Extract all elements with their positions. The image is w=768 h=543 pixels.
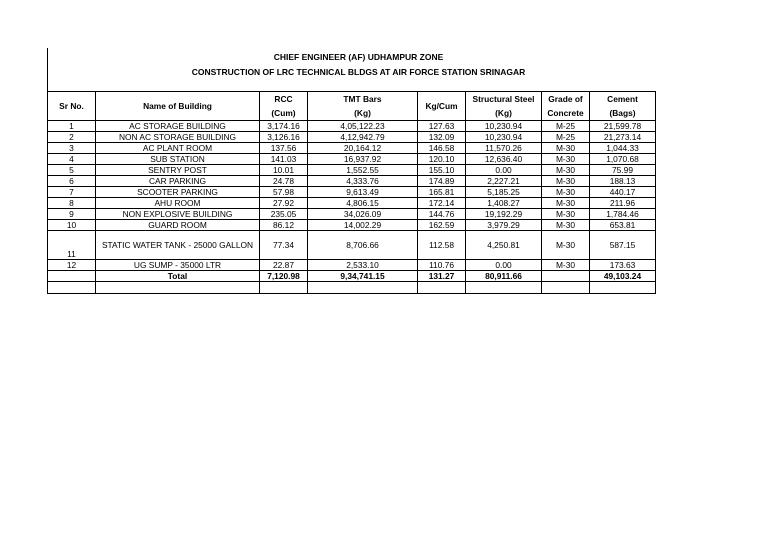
table-row xyxy=(48,132,656,143)
cell-rcc: 24.78 xyxy=(260,176,308,187)
header-structural-steel: Structural Steel (Kg) xyxy=(466,92,542,121)
cell-grade: M-25 xyxy=(542,121,590,132)
header-name-of-building: Name of Building xyxy=(96,92,260,121)
title-line-2: CONSTRUCTION OF LRC TECHNICAL BLDGS AT AIR FORCE STATION SRINAGAR xyxy=(191,67,526,77)
cell-rcc: 235.05 xyxy=(260,209,308,220)
cell-cement: 21,599.78 xyxy=(590,121,656,132)
cell-grade: M-30 xyxy=(542,220,590,231)
cell-structural-steel: 12,636.40 xyxy=(466,154,542,165)
table-row xyxy=(48,121,656,132)
cell-sr-no: 7 xyxy=(48,187,96,198)
table-row xyxy=(48,260,656,271)
cell-tmt-bars: 2,533.10 xyxy=(308,260,418,271)
cell-grade: M-30 xyxy=(542,143,590,154)
cell-tmt-bars: 20,164.12 xyxy=(308,143,418,154)
cell-grade: M-30 xyxy=(542,154,590,165)
cell-grade: M-30 xyxy=(542,198,590,209)
cell-cement: 75.99 xyxy=(590,165,656,176)
cell-structural-steel: 19,192.29 xyxy=(466,209,542,220)
header-kg-cum: Kg/Cum xyxy=(418,92,466,121)
cell-tmt-bars: 4,05,122.23 xyxy=(308,121,418,132)
total-grade xyxy=(542,271,590,282)
cell-building-name: AHU ROOM xyxy=(96,198,260,209)
cell-building-name: AC PLANT ROOM xyxy=(96,143,260,154)
cell-building-name: SUB STATION xyxy=(96,154,260,165)
total-sr-blank xyxy=(48,271,96,282)
cell-kg-cum: 162.59 xyxy=(418,220,466,231)
cell-building-name: UG SUMP - 35000 LTR xyxy=(96,260,260,271)
cell-rcc: 137.56 xyxy=(260,143,308,154)
cell-cement: 653.81 xyxy=(590,220,656,231)
header-sr-no: Sr No. xyxy=(48,92,96,121)
cell-sr-no: 6 xyxy=(48,176,96,187)
cell-cement: 188.13 xyxy=(590,176,656,187)
cell-grade: M-30 xyxy=(542,165,590,176)
blank-cell xyxy=(418,282,466,294)
cell-tmt-bars: 34,026.09 xyxy=(308,209,418,220)
cell-sr-no: 12 xyxy=(48,260,96,271)
table-row xyxy=(48,176,656,187)
total-row xyxy=(48,271,656,282)
cell-rcc: 27.92 xyxy=(260,198,308,209)
cell-kg-cum: 110.76 xyxy=(418,260,466,271)
cell-rcc: 77.34 xyxy=(260,231,308,260)
cell-building-name: SCOOTER PARKING xyxy=(96,187,260,198)
blank-cell xyxy=(260,282,308,294)
cell-sr-no: 4 xyxy=(48,154,96,165)
cell-cement: 587.15 xyxy=(590,231,656,260)
cell-cement: 1,784.46 xyxy=(590,209,656,220)
cell-cement: 173.63 xyxy=(590,260,656,271)
table-row xyxy=(48,154,656,165)
cell-tmt-bars: 16,937.92 xyxy=(308,154,418,165)
table-row xyxy=(48,198,656,209)
cell-sr-no: 11 xyxy=(48,231,96,260)
cell-kg-cum: 172.14 xyxy=(418,198,466,209)
cell-rcc: 3,126.16 xyxy=(260,132,308,143)
cell-structural-steel: 3,979.29 xyxy=(466,220,542,231)
cell-cement: 21,273.14 xyxy=(590,132,656,143)
cell-grade: M-30 xyxy=(542,260,590,271)
title-block xyxy=(47,50,670,80)
cell-cement: 211.96 xyxy=(590,198,656,209)
cell-structural-steel: 10,230.94 xyxy=(466,132,542,143)
cell-grade: M-30 xyxy=(542,209,590,220)
cell-rcc: 86.12 xyxy=(260,220,308,231)
cell-kg-cum: 132.09 xyxy=(418,132,466,143)
table-row xyxy=(48,231,656,260)
blank-row xyxy=(48,282,656,294)
total-label: Total xyxy=(96,271,260,282)
cell-grade: M-30 xyxy=(542,187,590,198)
blank-cell xyxy=(542,282,590,294)
title-line-1: CHIEF ENGINEER (AF) UDHAMPUR ZONE xyxy=(273,52,444,62)
table-row xyxy=(48,165,656,176)
cell-tmt-bars: 4,333.76 xyxy=(308,176,418,187)
cell-kg-cum: 165.81 xyxy=(418,187,466,198)
cell-tmt-bars: 1,552.55 xyxy=(308,165,418,176)
cell-kg-cum: 146.58 xyxy=(418,143,466,154)
cell-cement: 1,044.33 xyxy=(590,143,656,154)
cell-sr-no: 8 xyxy=(48,198,96,209)
cell-structural-steel: 2,227.21 xyxy=(466,176,542,187)
cell-sr-no: 9 xyxy=(48,209,96,220)
cell-kg-cum: 127.63 xyxy=(418,121,466,132)
cell-grade: M-30 xyxy=(542,231,590,260)
blank-cell xyxy=(466,282,542,294)
cell-structural-steel: 4,250.81 xyxy=(466,231,542,260)
cell-rcc: 141.03 xyxy=(260,154,308,165)
cell-kg-cum: 112.58 xyxy=(418,231,466,260)
cell-kg-cum: 120.10 xyxy=(418,154,466,165)
table-row xyxy=(48,187,656,198)
cell-sr-no: 2 xyxy=(48,132,96,143)
cell-building-name: CAR PARKING xyxy=(96,176,260,187)
cell-cement: 440.17 xyxy=(590,187,656,198)
cell-structural-steel: 5,185.25 xyxy=(466,187,542,198)
blank-cell xyxy=(308,282,418,294)
header-cement: Cement (Bags) xyxy=(590,92,656,121)
cell-structural-steel: 11,570.26 xyxy=(466,143,542,154)
header-grade-of-concrete: Grade of Concrete xyxy=(542,92,590,121)
cell-building-name: AC STORAGE BUILDING xyxy=(96,121,260,132)
cell-rcc: 22.87 xyxy=(260,260,308,271)
table-row xyxy=(48,220,656,231)
total-tmt-bars: 9,34,741.15 xyxy=(308,271,418,282)
cell-structural-steel: 0.00 xyxy=(466,260,542,271)
cell-building-name: SENTRY POST xyxy=(96,165,260,176)
cell-grade: M-25 xyxy=(542,132,590,143)
header-rcc: RCC (Cum) xyxy=(260,92,308,121)
total-structural-steel: 80,911.66 xyxy=(466,271,542,282)
cell-cement: 1,070.68 xyxy=(590,154,656,165)
cell-building-name: NON AC STORAGE BUILDING xyxy=(96,132,260,143)
cell-building-name: STATIC WATER TANK - 25000 GALLON xyxy=(96,231,260,260)
header-tmt-bars: TMT Bars (Kg) xyxy=(308,92,418,121)
cell-tmt-bars: 14,002.29 xyxy=(308,220,418,231)
cell-building-name: GUARD ROOM xyxy=(96,220,260,231)
cell-sr-no: 1 xyxy=(48,121,96,132)
cell-tmt-bars: 4,806.15 xyxy=(308,198,418,209)
cell-sr-no: 5 xyxy=(48,165,96,176)
blank-cell xyxy=(590,282,656,294)
cell-structural-steel: 10,230.94 xyxy=(466,121,542,132)
cell-rcc: 10.01 xyxy=(260,165,308,176)
total-rcc: 7,120.98 xyxy=(260,271,308,282)
cell-structural-steel: 1,408.27 xyxy=(466,198,542,209)
cell-kg-cum: 174.89 xyxy=(418,176,466,187)
quantities-table xyxy=(47,91,656,294)
total-kg-cum: 131.27 xyxy=(418,271,466,282)
total-cement: 49,103.24 xyxy=(590,271,656,282)
cell-tmt-bars: 9,613.49 xyxy=(308,187,418,198)
cell-tmt-bars: 4,12,942.79 xyxy=(308,132,418,143)
cell-sr-no: 3 xyxy=(48,143,96,154)
table-row xyxy=(48,143,656,154)
cell-building-name: NON EXPLOSIVE BUILDING xyxy=(96,209,260,220)
table-row xyxy=(48,209,656,220)
cell-structural-steel: 0.00 xyxy=(466,165,542,176)
cell-rcc: 3,174.16 xyxy=(260,121,308,132)
header-row xyxy=(48,92,656,121)
cell-tmt-bars: 8,706.66 xyxy=(308,231,418,260)
cell-sr-no: 10 xyxy=(48,220,96,231)
cell-kg-cum: 155.10 xyxy=(418,165,466,176)
cell-grade: M-30 xyxy=(542,176,590,187)
cell-kg-cum: 144.76 xyxy=(418,209,466,220)
cell-rcc: 57.98 xyxy=(260,187,308,198)
blank-cell xyxy=(96,282,260,294)
blank-cell xyxy=(48,282,96,294)
